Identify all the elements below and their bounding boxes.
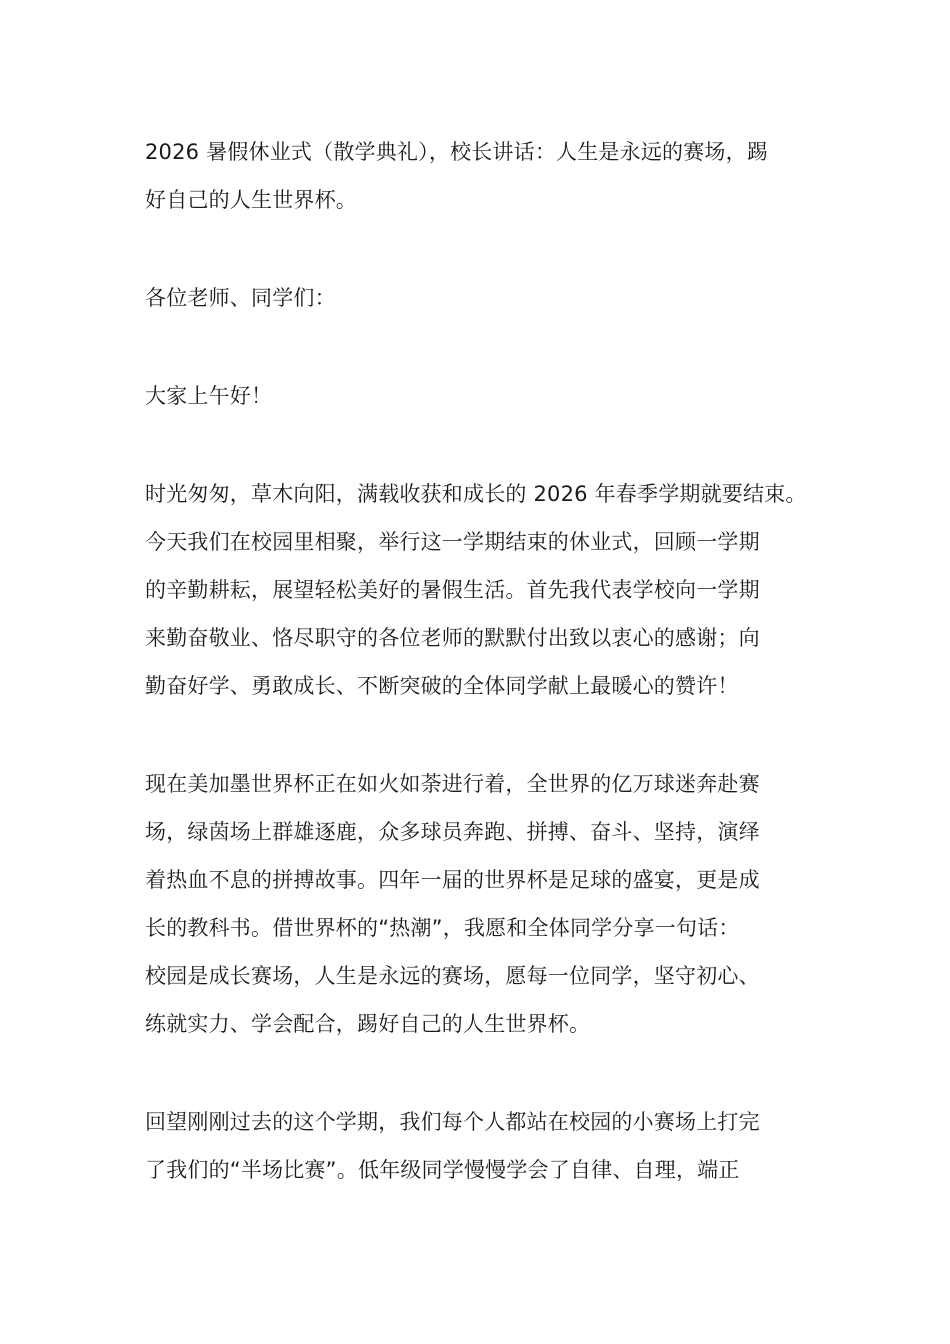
document-page <box>145 128 825 1244</box>
text-line: 来勤奋敬业、恪尽职守的各位老师的默默付出致以衷心的感谢；向 <box>145 626 760 650</box>
body-paragraph <box>145 1098 825 1194</box>
text-line: 练就实力、学会配合，踢好自己的人生世界杯。 <box>145 1012 591 1036</box>
text-line: 的辛勤耕耘，展望轻松美好的暑假生活。首先我代表学校向一学期 <box>145 578 760 602</box>
text-line: 回望刚刚过去的这个学期，我们每个人都站在校园的小赛场上打完 <box>145 1110 760 1134</box>
greeting-paragraph <box>145 372 825 420</box>
text-line: 今天我们在校园里相聚，举行这一学期结束的休业式，回顾一学期 <box>145 530 760 554</box>
title-paragraph <box>145 128 825 224</box>
text-line: 场，绿茵场上群雄逐鹿，众多球员奔跑、拼搏、奋斗、坚持，演绎 <box>145 820 760 844</box>
text-line: 长的教科书。借世界杯的“热潮”，我愿和全体同学分享一句话： <box>145 916 740 940</box>
body-paragraph <box>145 470 825 710</box>
text-line: 好自己的人生世界杯。 <box>145 188 357 212</box>
text-line: 了我们的“半场比赛”。低年级同学慢慢学会了自律、自理，端正 <box>145 1158 740 1182</box>
text-line: 时光匆匆，草木向阳，满载收获和成长的 2026 年春季学期就要结束。 <box>145 482 807 506</box>
text-line: 着热血不息的拼搏故事。四年一届的世界杯是足球的盛宴，更是成 <box>145 868 760 892</box>
text-line: 大家上午好！ <box>145 384 273 408</box>
text-line: 各位老师、同学们： <box>145 286 336 310</box>
text-line: 现在美加墨世界杯正在如火如荼进行着，全世界的亿万球迷奔赴赛 <box>145 772 760 796</box>
body-paragraph <box>145 760 825 1048</box>
text-line: 勤奋好学、勇敢成长、不断突破的全体同学献上最暖心的赞许！ <box>145 674 739 698</box>
text-line: 校园是成长赛场，人生是永远的赛场，愿每一位同学，坚守初心、 <box>145 964 760 988</box>
salutation-paragraph <box>145 274 825 322</box>
text-line: 2026 暑假休业式（散学典礼），校长讲话：人生是永远的赛场，踢 <box>145 140 769 164</box>
